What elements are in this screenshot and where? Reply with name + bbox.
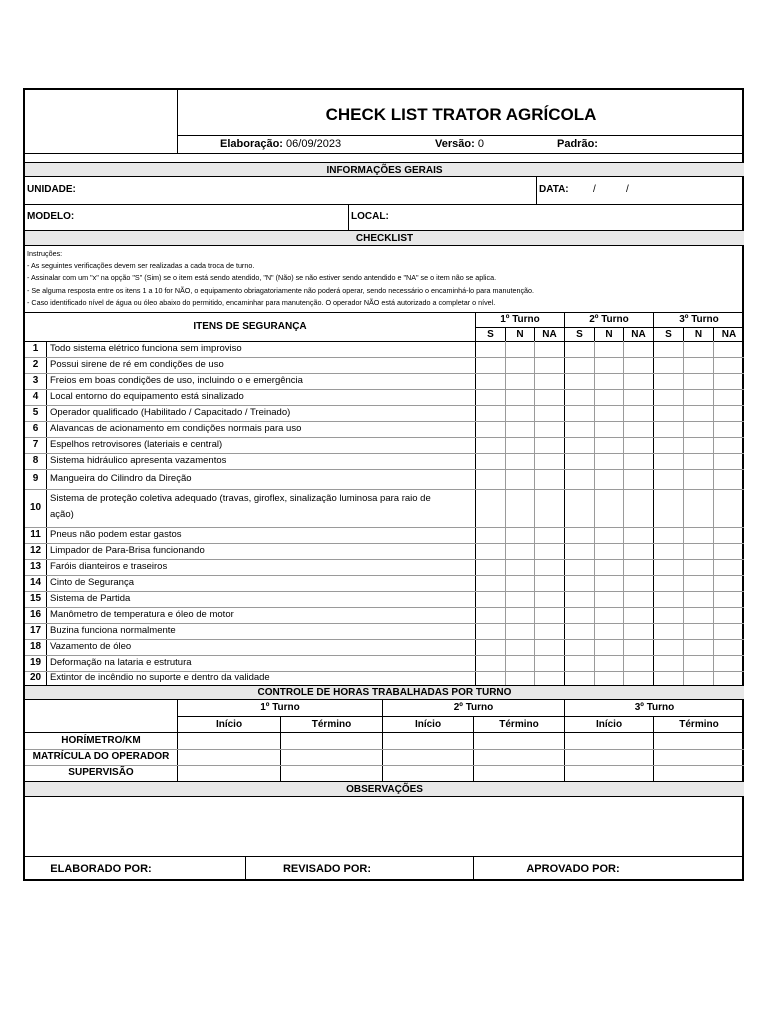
- check-cell[interactable]: [595, 528, 623, 543]
- check-cell[interactable]: [565, 560, 594, 575]
- check-cell[interactable]: [624, 656, 653, 671]
- check-cell[interactable]: [535, 640, 564, 655]
- check-cell[interactable]: [654, 608, 683, 623]
- check-cell[interactable]: [476, 438, 505, 453]
- instruction-line: - As seguintes verificações devem ser realizadas a cada troca de turno.: [27, 261, 255, 271]
- item-text: Local entorno do equipamento está sinalizado: [50, 391, 244, 402]
- local-label: LOCAL:: [351, 211, 389, 222]
- check-cell[interactable]: [684, 608, 713, 623]
- item-number: 12: [29, 545, 42, 556]
- check-cell[interactable]: [684, 358, 713, 373]
- check-cell[interactable]: [595, 490, 623, 527]
- check-cell[interactable]: [714, 406, 744, 421]
- check-cell[interactable]: [684, 470, 713, 489]
- check-cell[interactable]: [684, 544, 713, 559]
- check-cell[interactable]: [565, 576, 594, 591]
- check-cell[interactable]: [714, 544, 744, 559]
- check-cell[interactable]: [714, 592, 744, 607]
- items-header: ITENS DE SEGURANÇA: [193, 321, 307, 332]
- check-cell[interactable]: [565, 390, 594, 405]
- check-cell[interactable]: [654, 454, 683, 469]
- check-cell[interactable]: [654, 672, 683, 685]
- item-text: Faróis dianteiros e traseiros: [50, 561, 168, 572]
- item-text: Operador qualificado (Habilitado / Capacitado / Treinado): [50, 407, 291, 418]
- item-text: Possui sirene de ré em condições de uso: [50, 359, 224, 370]
- instruction-line: - Assinalar com um "x" na opção "S" (Sim) se o item está sendo atendido, "N" (Não) se não estiver sendo antendido e "NA" se o item não se aplica.: [27, 273, 497, 283]
- instruction-line: - Se alguma resposta entre os itens 1 a 10 for NÃO, o equipamento obriagatoriamente não poderá operar, sendo necessário o encaminhá-lo para manutenção.: [27, 285, 535, 295]
- check-cell[interactable]: [624, 470, 653, 489]
- check-cell[interactable]: [684, 342, 713, 357]
- check-cell[interactable]: [624, 438, 653, 453]
- check-cell[interactable]: [506, 454, 534, 469]
- versao: [435, 136, 535, 152]
- check-cell[interactable]: [565, 358, 594, 373]
- option-header: NA: [542, 329, 557, 340]
- check-cell[interactable]: [654, 576, 683, 591]
- check-cell[interactable]: [654, 640, 683, 655]
- check-cell[interactable]: [565, 422, 594, 437]
- item-number: 9: [32, 473, 39, 484]
- check-cell[interactable]: [654, 560, 683, 575]
- check-cell[interactable]: [595, 374, 623, 389]
- check-cell[interactable]: [595, 640, 623, 655]
- check-cell[interactable]: [714, 358, 744, 373]
- check-cell[interactable]: [684, 390, 713, 405]
- check-cell[interactable]: [506, 422, 534, 437]
- check-cell[interactable]: [595, 672, 623, 685]
- data-label: DATA:: [539, 184, 569, 195]
- check-cell[interactable]: [714, 608, 744, 623]
- check-cell[interactable]: [714, 640, 744, 655]
- check-cell[interactable]: [565, 454, 594, 469]
- item-number: 17: [29, 625, 42, 636]
- instruction-line: Instruções:: [27, 249, 63, 258]
- check-cell[interactable]: [565, 624, 594, 639]
- check-cell[interactable]: [624, 422, 653, 437]
- general-info-title: INFORMAÇÕES GERAIS: [25, 162, 744, 177]
- check-cell[interactable]: [595, 454, 623, 469]
- check-cell[interactable]: [476, 374, 505, 389]
- check-cell[interactable]: [476, 592, 505, 607]
- check-cell[interactable]: [714, 454, 744, 469]
- check-cell[interactable]: [684, 640, 713, 655]
- item-text: Espelhos retrovisores (lateriais e central): [50, 439, 223, 450]
- check-cell[interactable]: [476, 342, 505, 357]
- check-cell[interactable]: [624, 454, 653, 469]
- elaboracao-label: Elaboração:: [220, 138, 283, 150]
- check-cell[interactable]: [624, 358, 653, 373]
- check-cell[interactable]: [535, 656, 564, 671]
- check-cell[interactable]: [565, 672, 594, 685]
- check-cell[interactable]: [624, 390, 653, 405]
- item-number: 5: [32, 407, 39, 418]
- item-text: Cinto de Segurança: [50, 577, 134, 588]
- check-cell[interactable]: [476, 624, 505, 639]
- check-cell[interactable]: [506, 358, 534, 373]
- check-cell[interactable]: [565, 656, 594, 671]
- check-cell[interactable]: [595, 470, 623, 489]
- versao-label: Versão:: [435, 138, 475, 150]
- check-cell[interactable]: [654, 528, 683, 543]
- check-cell[interactable]: [535, 576, 564, 591]
- check-cell[interactable]: [624, 342, 653, 357]
- check-cell[interactable]: [535, 342, 564, 357]
- check-cell[interactable]: [565, 470, 594, 489]
- item-number: 8: [32, 455, 39, 466]
- check-cell[interactable]: [654, 544, 683, 559]
- item-number: 15: [29, 593, 42, 604]
- check-cell[interactable]: [506, 592, 534, 607]
- check-cell[interactable]: [595, 576, 623, 591]
- inicio-3: Início: [595, 719, 623, 730]
- check-cell[interactable]: [506, 374, 534, 389]
- check-cell[interactable]: [506, 342, 534, 357]
- check-cell[interactable]: [654, 390, 683, 405]
- item-text-line: Sistema de proteção coletiva adequado (travas, giroflex, sinalização luminosa para raio de: [50, 493, 431, 504]
- item-text: Freios em boas condições de uso, incluindo o e emergência: [50, 375, 303, 386]
- check-cell[interactable]: [714, 490, 744, 527]
- check-cell[interactable]: [714, 342, 744, 357]
- check-cell[interactable]: [684, 422, 713, 437]
- check-cell[interactable]: [535, 490, 564, 527]
- check-cell[interactable]: [476, 672, 505, 685]
- check-cell[interactable]: [714, 374, 744, 389]
- check-cell[interactable]: [684, 374, 713, 389]
- unidade-label: UNIDADE:: [27, 184, 76, 195]
- check-cell[interactable]: [654, 624, 683, 639]
- observations-title: OBSERVAÇÕES: [25, 781, 744, 797]
- option-header: S: [665, 329, 672, 340]
- option-header: NA: [721, 329, 737, 340]
- check-cell[interactable]: [654, 592, 683, 607]
- shift-2-header: 2º Turno: [589, 314, 629, 325]
- check-cell[interactable]: [506, 390, 534, 405]
- check-cell[interactable]: [624, 576, 653, 591]
- modelo-label: MODELO:: [27, 211, 75, 222]
- date-separator: /: [593, 184, 596, 195]
- item-number: 7: [32, 439, 39, 450]
- hours-title: CONTROLE DE HORAS TRABALHADAS POR TURNO: [25, 685, 744, 700]
- check-cell[interactable]: [595, 656, 623, 671]
- check-cell[interactable]: [476, 422, 505, 437]
- item-number: 10: [29, 502, 42, 513]
- check-cell[interactable]: [624, 592, 653, 607]
- hours-shift-1: 1º Turno: [260, 702, 300, 713]
- check-cell[interactable]: [714, 390, 744, 405]
- item-number: 13: [29, 561, 42, 572]
- item-text: Mangueira do Cilindro da Direção: [50, 473, 192, 484]
- check-cell[interactable]: [684, 438, 713, 453]
- check-cell[interactable]: [535, 528, 564, 543]
- check-cell[interactable]: [654, 470, 683, 489]
- check-cell[interactable]: [714, 624, 744, 639]
- elaboracao-value: 06/09/2023: [286, 138, 342, 150]
- check-cell[interactable]: [535, 672, 564, 685]
- check-cell[interactable]: [535, 438, 564, 453]
- elaborado-por-label: ELABORADO POR:: [50, 863, 152, 875]
- check-cell[interactable]: [476, 358, 505, 373]
- item-text: Vazamento de óleo: [50, 641, 132, 652]
- check-cell[interactable]: [506, 544, 534, 559]
- check-cell[interactable]: [624, 544, 653, 559]
- check-cell[interactable]: [476, 390, 505, 405]
- termino-2: Término: [499, 719, 539, 730]
- item-number: 19: [29, 657, 42, 668]
- item-number: 11: [30, 529, 41, 540]
- check-cell[interactable]: [506, 438, 534, 453]
- check-cell[interactable]: [506, 624, 534, 639]
- check-cell[interactable]: [565, 490, 594, 527]
- item-number: 1: [32, 343, 39, 354]
- option-header: N: [605, 329, 613, 340]
- check-cell[interactable]: [595, 560, 623, 575]
- check-cell[interactable]: [624, 624, 653, 639]
- check-cell[interactable]: [476, 454, 505, 469]
- check-cell[interactable]: [714, 528, 744, 543]
- check-cell[interactable]: [595, 608, 623, 623]
- check-cell[interactable]: [714, 656, 744, 671]
- item-text: Limpador de Para-Brisa funcionando: [50, 545, 205, 556]
- instructions: [27, 248, 742, 310]
- option-header: N: [694, 329, 703, 340]
- instruction-line: - Caso identificado nível de água ou óleo abaixo do permitido, encaminhar para manutenção. O operador NÃO está autorizado a completar o nível.: [27, 297, 496, 307]
- check-cell[interactable]: [595, 422, 623, 437]
- check-cell[interactable]: [535, 544, 564, 559]
- item-text: Extintor de incêndio no suporte e dentro da validade: [50, 672, 270, 683]
- check-cell[interactable]: [535, 422, 564, 437]
- check-cell[interactable]: [506, 528, 534, 543]
- check-cell[interactable]: [595, 438, 623, 453]
- item-text: Pneus não podem estar gastos: [50, 529, 182, 540]
- check-cell[interactable]: [506, 608, 534, 623]
- check-cell[interactable]: [684, 624, 713, 639]
- check-cell[interactable]: [595, 544, 623, 559]
- revisado-por-label: REVISADO POR:: [282, 863, 371, 875]
- check-cell[interactable]: [535, 592, 564, 607]
- check-cell[interactable]: [506, 672, 534, 685]
- item-number: 14: [29, 577, 42, 588]
- option-header: S: [576, 329, 583, 340]
- check-cell[interactable]: [684, 528, 713, 543]
- date-separator: /: [626, 184, 629, 195]
- check-cell[interactable]: [624, 406, 653, 421]
- check-cell[interactable]: [565, 528, 594, 543]
- item-text-line: ação): [50, 509, 74, 520]
- check-cell[interactable]: [624, 374, 653, 389]
- check-cell[interactable]: [535, 390, 564, 405]
- check-cell[interactable]: [624, 672, 653, 685]
- check-cell[interactable]: [476, 560, 505, 575]
- check-cell[interactable]: [654, 490, 683, 527]
- item-text: [50, 491, 474, 527]
- inicio-1: Início: [215, 719, 243, 730]
- item-text: Alavancas de acionamento em condições normais para uso: [50, 423, 302, 434]
- item-text: Manômetro de temperatura e óleo de motor: [50, 609, 234, 620]
- check-cell[interactable]: [565, 544, 594, 559]
- hours-shift-2: 2º Turno: [453, 702, 494, 713]
- check-cell[interactable]: [714, 438, 744, 453]
- elaboracao: [220, 136, 380, 152]
- check-cell[interactable]: [654, 358, 683, 373]
- check-cell[interactable]: [565, 374, 594, 389]
- check-cell[interactable]: [476, 656, 505, 671]
- check-cell[interactable]: [565, 342, 594, 357]
- check-cell[interactable]: [535, 454, 564, 469]
- item-text: Sistema de Partida: [50, 593, 131, 604]
- check-cell[interactable]: [654, 342, 683, 357]
- shift-1-header: 1º Turno: [500, 314, 540, 325]
- check-cell[interactable]: [595, 624, 623, 639]
- check-cell[interactable]: [595, 342, 623, 357]
- matricula-label: MATRÍCULA DO OPERADOR: [32, 751, 170, 762]
- item-number: 4: [32, 391, 39, 402]
- check-cell[interactable]: [684, 490, 713, 527]
- check-cell[interactable]: [714, 576, 744, 591]
- check-cell[interactable]: [714, 560, 744, 575]
- check-cell[interactable]: [684, 560, 713, 575]
- item-text: Buzina funciona normalmente: [50, 625, 176, 636]
- check-cell[interactable]: [565, 640, 594, 655]
- check-cell[interactable]: [476, 640, 505, 655]
- check-cell[interactable]: [565, 438, 594, 453]
- check-cell[interactable]: [654, 422, 683, 437]
- check-cell[interactable]: [476, 490, 505, 527]
- check-cell[interactable]: [476, 544, 505, 559]
- check-cell[interactable]: [654, 406, 683, 421]
- check-cell[interactable]: [476, 528, 505, 543]
- check-cell[interactable]: [535, 358, 564, 373]
- checklist-sheet: [23, 88, 744, 881]
- check-cell[interactable]: [476, 608, 505, 623]
- observations-area[interactable]: [25, 797, 744, 856]
- check-cell[interactable]: [714, 672, 744, 685]
- check-cell[interactable]: [624, 528, 653, 543]
- check-cell[interactable]: [624, 640, 653, 655]
- inicio-2: Início: [414, 719, 442, 730]
- check-cell[interactable]: [595, 390, 623, 405]
- item-number: 6: [32, 423, 39, 434]
- item-number: 2: [32, 359, 39, 370]
- check-cell[interactable]: [684, 592, 713, 607]
- option-header: S: [487, 329, 494, 340]
- check-cell[interactable]: [506, 640, 534, 655]
- check-cell[interactable]: [684, 672, 713, 685]
- check-cell[interactable]: [654, 656, 683, 671]
- item-number: 16: [29, 609, 42, 620]
- check-cell[interactable]: [476, 406, 505, 421]
- supervisao-label: SUPERVISÃO: [68, 767, 134, 778]
- check-cell[interactable]: [535, 560, 564, 575]
- item-text: Sistema hidráulico apresenta vazamentos: [50, 455, 227, 466]
- option-header: NA: [631, 329, 646, 340]
- check-cell[interactable]: [535, 624, 564, 639]
- check-cell[interactable]: [595, 358, 623, 373]
- page-title: CHECK LIST TRATOR AGRÍCOLA: [325, 105, 597, 124]
- versao-value: 0: [477, 138, 484, 150]
- check-cell[interactable]: [476, 470, 505, 489]
- check-cell[interactable]: [535, 470, 564, 489]
- check-cell[interactable]: [476, 576, 505, 591]
- check-cell[interactable]: [654, 374, 683, 389]
- check-cell[interactable]: [506, 656, 534, 671]
- check-cell[interactable]: [684, 454, 713, 469]
- item-text: Todo sistema elétrico funciona sem improviso: [50, 343, 242, 354]
- check-cell[interactable]: [684, 656, 713, 671]
- check-cell[interactable]: [595, 406, 623, 421]
- termino-1: Término: [311, 719, 352, 730]
- checklist-title: CHECKLIST: [25, 230, 744, 246]
- check-cell[interactable]: [595, 592, 623, 607]
- item-number: 18: [29, 641, 42, 652]
- check-cell[interactable]: [565, 406, 594, 421]
- item-text: Deformação na lataria e estrutura: [50, 657, 192, 668]
- check-cell[interactable]: [565, 592, 594, 607]
- check-cell[interactable]: [624, 560, 653, 575]
- aprovado-por-label: APROVADO POR:: [526, 863, 620, 875]
- check-cell[interactable]: [714, 422, 744, 437]
- check-cell[interactable]: [506, 470, 534, 489]
- check-cell[interactable]: [565, 608, 594, 623]
- check-cell[interactable]: [535, 374, 564, 389]
- padrao-label: Padrão:: [557, 138, 598, 150]
- hours-shift-3: 3º Turno: [634, 702, 675, 713]
- shift-3-header: 3º Turno: [679, 314, 719, 325]
- termino-3: Término: [679, 719, 719, 730]
- check-cell[interactable]: [624, 608, 653, 623]
- option-header: N: [516, 329, 524, 340]
- check-cell[interactable]: [654, 438, 683, 453]
- check-cell[interactable]: [714, 470, 744, 489]
- check-cell[interactable]: [506, 490, 534, 527]
- check-cell[interactable]: [684, 576, 713, 591]
- check-cell[interactable]: [535, 608, 564, 623]
- check-cell[interactable]: [624, 490, 653, 527]
- check-cell[interactable]: [506, 406, 534, 421]
- check-cell[interactable]: [506, 560, 534, 575]
- item-number: 3: [32, 375, 39, 386]
- horimetro-label: HORÍMETRO/KM: [61, 735, 141, 746]
- check-cell[interactable]: [506, 576, 534, 591]
- check-cell[interactable]: [684, 406, 713, 421]
- check-cell[interactable]: [535, 406, 564, 421]
- item-number: 20: [29, 672, 42, 683]
